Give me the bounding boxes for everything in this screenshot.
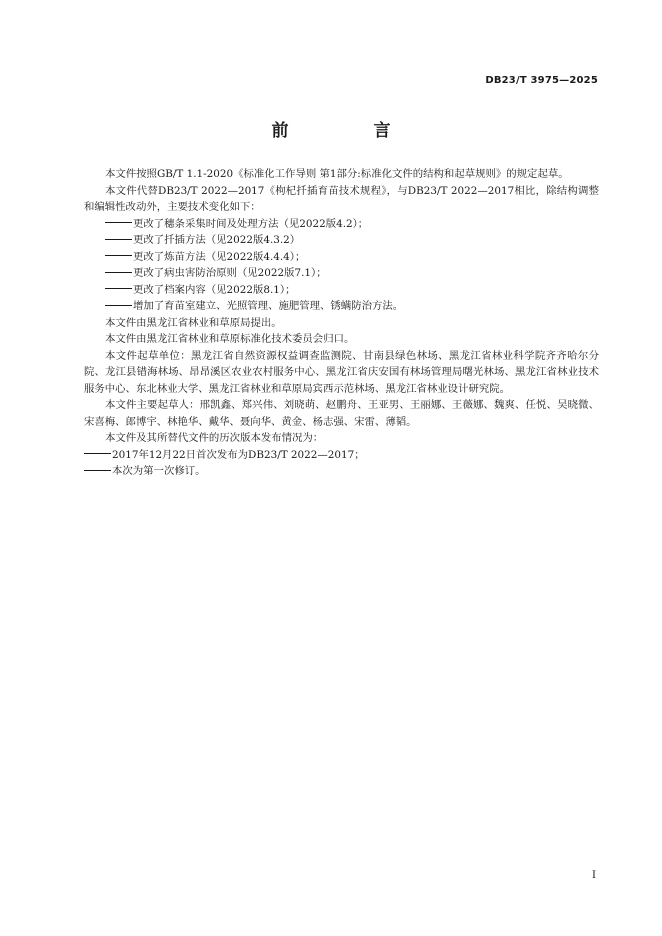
history-item [84, 463, 599, 480]
change-item [84, 298, 599, 315]
history-item [84, 447, 599, 464]
paragraph-drafters: 本文件主要起草人：邢凯鑫、郑兴伟、刘晓萌、赵鹏舟、王亚男、王丽娜、王薇娜、魏爽、任悦、吴晓微、宋喜梅、郎博宇、林艳华、戴华、聂向华、黄金、杨志强、宋雷、薄韬。 [84, 399, 599, 428]
paragraph-history-intro: 本文件及其所替代文件的历次版本发布情况为： [105, 432, 324, 444]
change-item [84, 216, 599, 233]
paragraph-proposer: 本文件由黑龙江省林业和草原局提出。 [105, 316, 282, 329]
dash-mark [84, 470, 111, 471]
document-code: DB23/T 3975—2025 [485, 75, 598, 86]
paragraph-drafting-units: 本文件起草单位：黑龙江省自然资源权益调查监测院、甘南县绿色林场、黑龙江省林业科学院齐齐哈尔分院、龙江县错海林场、昂昂溪区农业农村服务中心、黑龙江省庆安国有林场管理局曙光林场、黑龙江省林业技术服务中心、东北林业大学、黑龙江省林业和草原局宾西示范林场、黑龙江省林业设计研究院。 [84, 349, 599, 395]
change-item-text: 更改了档案内容（见2022版8.1）； [133, 283, 296, 296]
dash-mark [105, 272, 132, 273]
change-item [84, 265, 599, 282]
change-item-text: 更改了病虫害防治原则（见2022版7.1）； [133, 267, 327, 279]
history-item-text: 本次为第一次修订。 [112, 465, 206, 477]
dash-mark [105, 288, 132, 289]
dash-mark [105, 255, 132, 256]
paragraph-committee: 本文件由黑龙江省林业和草原标准化技术委员会归口。 [105, 333, 355, 345]
change-item-text: 更改了穗条采集时间及处理方法（见2022版4.2）； [133, 217, 369, 230]
paragraph-replacement: 本文件代替DB23/T 2022—2017《枸杞扦插育苗技术规程》，与DB23/T 2022—2017相比，除结构调整和编辑性改动外，主要技术变化如下： [84, 184, 599, 213]
history-item-text: 2017年12月22日首次发布为DB23/T 2022—2017； [112, 448, 365, 461]
change-item-text: 更改了扦插方法（见2022版4.3.2） [133, 234, 301, 246]
dash-mark [105, 305, 132, 306]
change-item [84, 282, 599, 299]
dash-mark [84, 453, 111, 454]
dash-mark [105, 222, 132, 223]
change-item-text: 更改了炼苗方法（见2022版4.4.4）； [133, 250, 306, 263]
change-item [84, 249, 599, 266]
page-title: 前 言 [271, 121, 425, 141]
page-number: I [592, 870, 596, 881]
change-item-text: 增加了育苗室建立、光照管理、施肥管理、锈螨防治方法。 [133, 300, 404, 312]
foreword-content [84, 166, 599, 480]
change-item [84, 232, 599, 249]
dash-mark [105, 239, 132, 240]
paragraph-basis: 本文件按照GB/T 1.1-2020《标准化工作导则 第1部分:标准化文件的结构和起草规则》的规定起草。 [105, 168, 569, 180]
